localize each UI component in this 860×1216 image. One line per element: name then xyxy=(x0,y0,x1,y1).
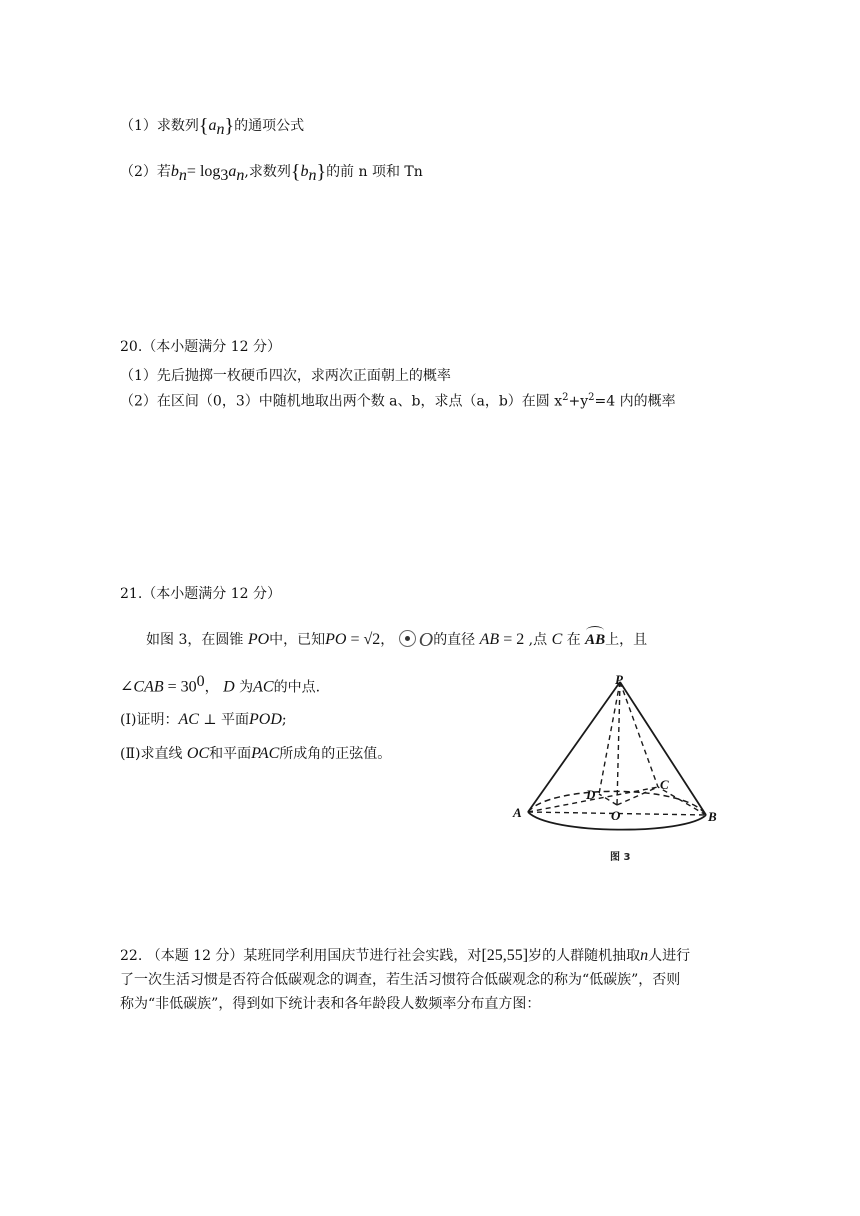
q19-part1-suffix: 的通项公式 xyxy=(234,118,305,134)
q21-header: 21.（本小题满分 12 分） xyxy=(120,586,281,602)
label-O: O xyxy=(611,808,621,823)
q19-part1 xyxy=(120,116,304,140)
seq-b-sub: n xyxy=(308,166,317,184)
q20-part2-suffix: =4 内的概率 xyxy=(594,393,676,410)
var-OC: OC xyxy=(186,745,210,762)
q21-part2-mid: 和平面 xyxy=(209,746,252,762)
edge-PB xyxy=(620,682,706,815)
q19-part2 xyxy=(120,162,423,186)
var-PO: PO xyxy=(325,631,347,648)
log-arg-sub: n xyxy=(236,166,245,184)
figure-caption: 图 3 xyxy=(610,852,631,863)
brace-open: { xyxy=(290,161,301,183)
q22-line1-mid: 岁的人群随机抽取 xyxy=(528,948,641,964)
log-arg: a xyxy=(228,163,237,180)
seq-a: a xyxy=(208,117,217,134)
q21-text: 的直径 xyxy=(433,632,476,648)
q22-line1-suffix: 人进行 xyxy=(648,948,691,964)
q21-text: 为 xyxy=(239,679,254,696)
cone-figure xyxy=(510,672,750,872)
log-base: 3 xyxy=(220,166,229,184)
sup-2: 2 xyxy=(588,392,595,403)
brace-close: } xyxy=(316,161,327,183)
q19-part2-mid: ,求数列 xyxy=(244,164,291,180)
q19-part1-prefix: （1）求数列 xyxy=(120,118,199,134)
q21-part1-prefix: (Ⅰ)证明： xyxy=(120,712,179,728)
q21-part1 xyxy=(120,710,287,730)
var-n: n xyxy=(640,947,649,964)
angle-CAB: ∠CAB xyxy=(120,678,164,696)
age-interval: [25,55] xyxy=(481,947,529,964)
var-PO: PO xyxy=(247,631,270,648)
q21-text: 的中点. xyxy=(273,679,321,696)
q21-text: 中，已知 xyxy=(269,632,326,648)
label-C: C xyxy=(660,777,669,792)
var-AB: AB xyxy=(479,631,500,648)
label-P: P xyxy=(615,672,623,687)
q21-text: 在 xyxy=(566,632,581,648)
edge-PO xyxy=(617,682,620,805)
perp-plane: ⊥ 平面 xyxy=(198,712,249,728)
var-C: C xyxy=(551,631,563,648)
sup-2: 2 xyxy=(562,392,569,403)
var-AC: AC xyxy=(178,711,199,728)
seq-b: b xyxy=(300,163,309,180)
q21-comma: ， xyxy=(380,632,395,648)
q20-part2-plus: +y xyxy=(568,393,589,410)
brace-close: } xyxy=(224,115,235,137)
q19-part2-suffix: 的前 n 项和 Tn xyxy=(326,164,423,180)
q21-text: ,点 xyxy=(524,632,548,648)
var-D: D xyxy=(223,678,235,696)
q22-line3: 称为“非低碳族”，得到如下统计表和各年龄段人数频率分布直方图： xyxy=(120,996,541,1012)
q21-text: 上，且 xyxy=(605,632,648,648)
var-AC: AC xyxy=(253,678,274,696)
q22-line2: 了一次生活习惯是否符合低碳观念的调查，若生活习惯符合低碳观念的称为“低碳族”，否则 xyxy=(120,972,681,988)
eq-thirty: = 30 xyxy=(163,678,197,696)
edge-PD xyxy=(599,682,620,794)
q21-statement-line2 xyxy=(120,672,320,698)
circle-dot-icon xyxy=(399,630,416,647)
log-eq: = log xyxy=(186,163,221,180)
sqrt-two: = √2 xyxy=(346,631,381,648)
q21-text: 如图 3，在圆锥 xyxy=(146,632,244,648)
q19-part2-prefix: （2）若 xyxy=(120,164,171,180)
q21-part2 xyxy=(120,744,391,764)
q20-header: 20.（本小题满分 12 分） xyxy=(120,339,281,355)
brace-open: { xyxy=(198,115,209,137)
eq-two: = 2 xyxy=(499,631,525,648)
q20-part1: （1）先后抛掷一枚硬币四次，求两次正面朝上的概率 xyxy=(120,368,451,384)
label-A: A xyxy=(513,805,522,820)
b-var: b xyxy=(170,163,179,180)
q21-part2-prefix: (Ⅱ)求直线 xyxy=(120,746,187,762)
circle-O: O xyxy=(418,629,434,651)
seq-a-sub: n xyxy=(216,120,225,138)
q21-statement-line1 xyxy=(146,630,647,650)
q21-part1-end: ; xyxy=(281,712,287,728)
q21-text: ， xyxy=(204,679,219,696)
segment-OC xyxy=(617,787,658,805)
var-POD: POD xyxy=(249,711,282,728)
degree-sup: 0 xyxy=(196,673,205,690)
q22-line1-prefix: 22. （本题 12 分）某班同学利用国庆节进行社会实践，对 xyxy=(120,948,482,964)
arc-AB: AB xyxy=(585,632,606,648)
q22-line1 xyxy=(120,946,690,966)
edge-PA xyxy=(528,682,620,812)
label-D: D xyxy=(586,787,596,802)
q20-part2 xyxy=(120,388,676,412)
segment-OD xyxy=(599,794,617,805)
var-PAC: PAC xyxy=(251,745,280,762)
edge-PC xyxy=(620,682,658,787)
q20-part2-prefix: （2）在区间（0，3）中随机地取出两个数 a、b，求点（a，b）在圆 x xyxy=(120,393,563,410)
q21-part2-end: 所成角的正弦值。 xyxy=(279,746,392,762)
label-B: B xyxy=(708,809,717,824)
b-sub: n xyxy=(178,166,187,184)
